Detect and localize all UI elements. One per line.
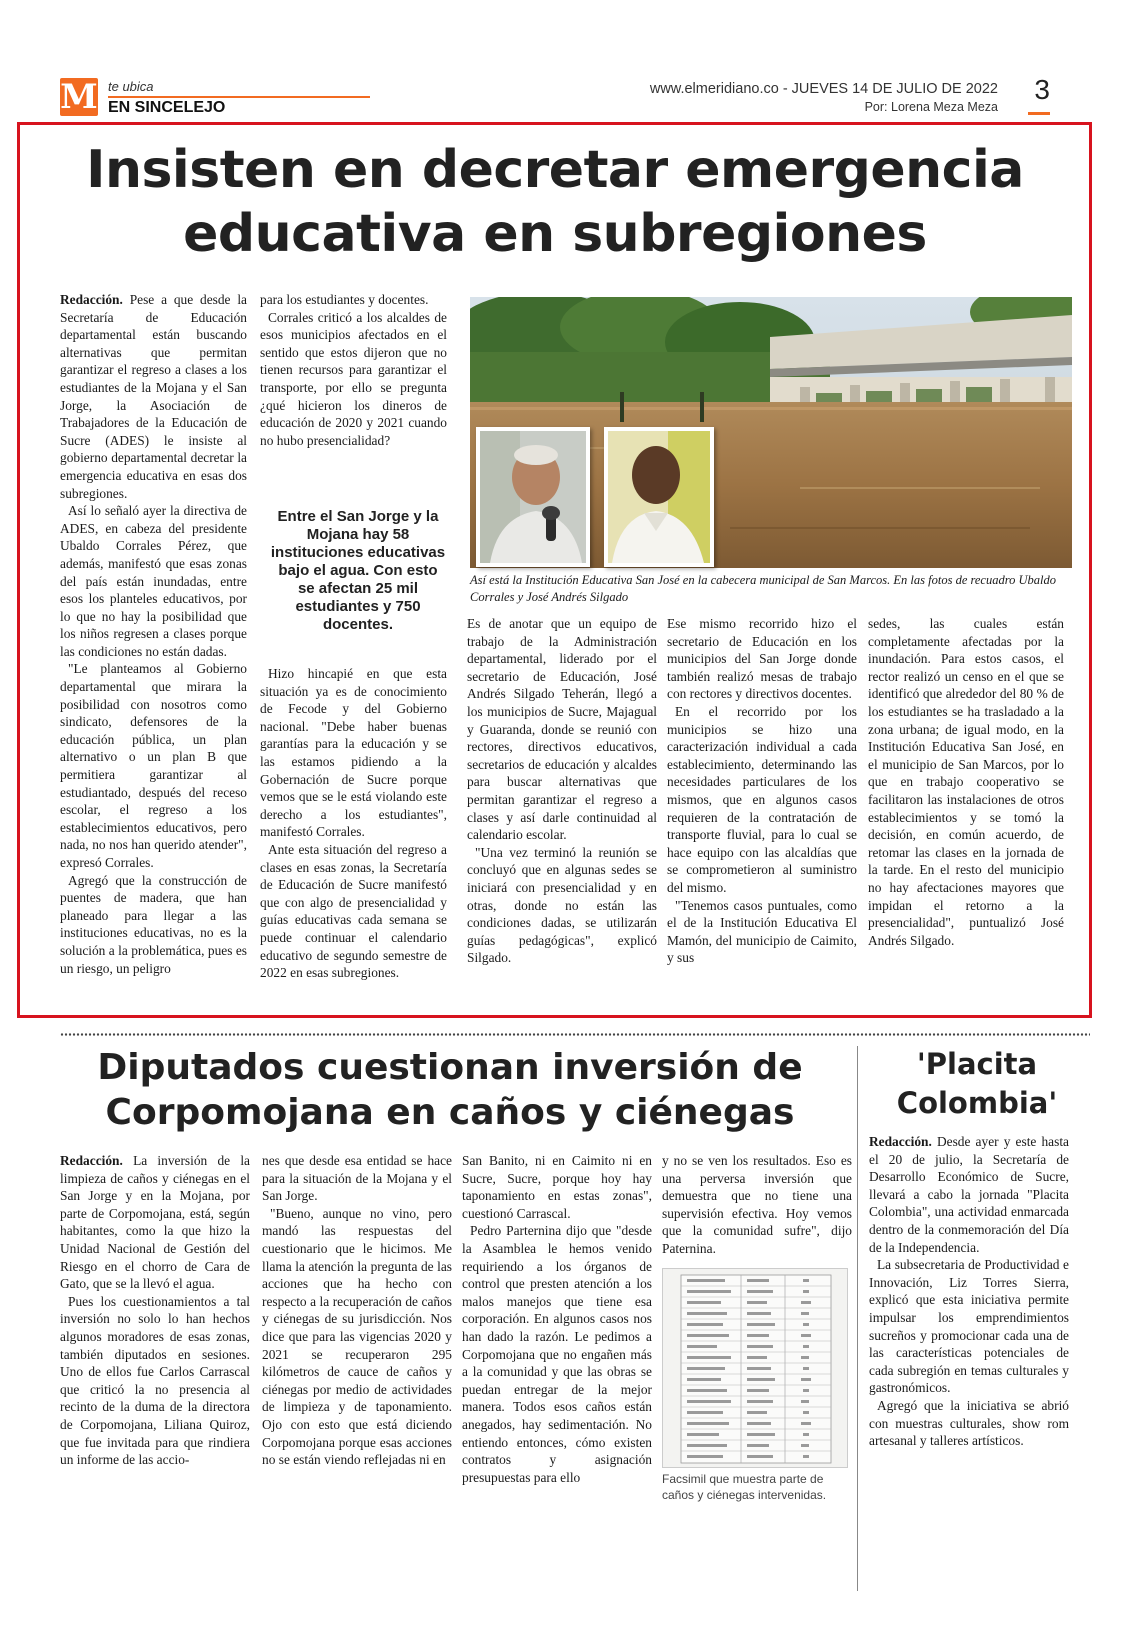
second-headline-line2: Corpomojana en caños y ciénegas bbox=[105, 1092, 795, 1133]
paragraph: Ante esta situación del regreso a clases en esas zonas, la Secretaría de Educación de Sucre manifestó que con algo de presencialidad y guías educativas cada semana se puede continuar el calendario educativo de segundo semestre de 2022 en esas subregiones. bbox=[260, 841, 447, 981]
inset-photo-jose-andres-silgado bbox=[604, 427, 714, 567]
paragraph bbox=[60, 1152, 250, 1293]
pull-quote: Entre el San Jorge y la Mojana hay 58 instituciones educativas bajo el agua. Con esto se afectan 25 mil estudiantes y 750 docentes. bbox=[270, 508, 446, 633]
paragraph: Pues los cuestionamientos a tal inversión no solo lo han hechos algunos moradores de esas zonas, también diputados en sesiones. Uno de ellos fue Carlos Carrascal que criticó la no presencia al recinto de la duma de la directora de Corpomojana, Liliana Quiroz, que fue invitada para que rindiera un informe de las accio- bbox=[60, 1293, 250, 1468]
paragraph: Así lo señaló ayer la directiva de ADES, en cabeza del presidente Ubaldo Corrales Pérez, que además, manifestó que esas zonas del país están inundadas, entre esos los planteles educativos, por lo que no hay la posibilidad que los niños regresen a clases porque las condiciones no están dadas. bbox=[60, 503, 247, 659]
paragraph: Agregó que la iniciativa se abrió con muestras culturales, show rom artesanal y talleres artísticos. bbox=[869, 1397, 1069, 1449]
paragraph: San Banito, ni en Caimito ni en Sucre, Sucre, porque hoy hay taponamiento en estas zonas", cuestionó Carrascal. bbox=[462, 1153, 652, 1221]
paragraph: "Bueno, aunque no vino, pero mandó las respuestas del cuestionario que le hicimos. Me llama la atención la pregunta de las acciones que ha hecho con respecto a la recuperación de caños y ciénegas de su jurisdicción. Nos dice que para las vigencias 2020 y 2021 se recuperaron 295 kilómetros de cauce de caños y ciénegas por medio de actividades de limpieza y de taponamiento. Ojo con esto que está diciendo Corpomojana porque esas acciones no se están viendo reflejadas ni en bbox=[262, 1205, 452, 1468]
newspaper-logo: M bbox=[60, 77, 98, 117]
paragraph: Ese mismo recorrido hizo el secretario de Educación en los municipios del San Jorge donde también realizó mesas de trabajo con rectores y directivos docentes. bbox=[667, 616, 857, 702]
paragraph: Agregó que la construcción de puentes de madera, que han planeado para llegar a las instituciones educativas, no es la solución a la problemática, pues es un riesgo, un peligro bbox=[60, 872, 247, 976]
main-headline bbox=[20, 138, 1090, 266]
facsimile-caption: Facsimil que muestra parte de caños y ciénegas intervenidas. bbox=[662, 1472, 827, 1502]
paragraph: En el recorrido por los municipios se hizo una caracterización individual a cada establecimiento, determinando las necesidades particulares de los mismos, que en algunos casos requieren de la contratación de transporte fluvial, para lo cual se hace equipo con las alcaldías que se comprometieron al suministro del mismo. bbox=[667, 703, 857, 895]
inset-photo-ubaldo-corrales bbox=[476, 427, 590, 567]
portrait-jose-andres-silgado-image bbox=[608, 431, 710, 563]
paragraph: Es de anotar que un equipo de trabajo de la Administración departamental, liderado por el secretario de Educación, José Andrés Silgado Teherán, llegó a los municipios de Sucre, Majagual y Guaranda, donde se reunió con rectores, directivos educativos, secretarios de educación y alcaldes para buscar alternativas que permitan garantizar el regreso a clases y así darle continuidad al calendario escolar. bbox=[467, 616, 657, 843]
section-rule bbox=[108, 96, 370, 98]
paragraph: sedes, las cuales están completamente afectadas por la inundación. Para estos casos, el rector realizó un censo en el que se identificó que alrededor del 80 % de los estudiantes se ha trasladado a la zona urbana; de igual modo, en la Institución Educativa San José, en el municipio de San Marcos, por lo que en trabajo cooperativo se facilitaron las instalaciones de otros establecimientos y se tomó la decisión, en común acuerdo, de retomar las clases en la jornada de la tarde. En el resto del municipio no hay afectaciones mayores que impidan el retorno a la presencialidad", puntualizó José Andrés Silgado. bbox=[868, 616, 1064, 948]
byline: Por: Lorena Meza Meza bbox=[864, 100, 998, 114]
section-divider bbox=[60, 1032, 1090, 1037]
date-line: www.elmeridiano.co - JUEVES 14 DE JULIO DE 2022 bbox=[649, 81, 998, 97]
column-rule bbox=[857, 1046, 858, 1591]
paragraph bbox=[869, 1133, 1069, 1256]
photo-caption: Así está la Institución Educativa San José en la cabecera municipal de San Marcos. En las fotos de recuadro Ubaldo Corrales y José Andrés Silgado bbox=[470, 573, 1057, 604]
page-number: 3 bbox=[1034, 74, 1050, 105]
paragraph-text: Desde ayer y este hasta el 20 de julio, la Secretaría de Desarrollo Económico de Sucre, llevará a cabo la jornada "Placita Colombia", una actividad enmarcada dentro de la conmemoración del Día de la Independencia. bbox=[869, 1134, 1069, 1255]
main-headline-line1: Insisten en decretar emergencia bbox=[86, 140, 1024, 200]
main-article-column-4 bbox=[667, 615, 857, 967]
side-headline bbox=[866, 1045, 1088, 1123]
side-headline-line1: 'Placita bbox=[916, 1047, 1038, 1081]
second-article-column-3 bbox=[462, 1152, 652, 1486]
second-headline bbox=[60, 1045, 840, 1135]
main-article-column-1 bbox=[60, 291, 247, 977]
paragraph: nes que desde esa entidad se hace para la situación de la Mojana y el San Jorge. bbox=[262, 1153, 452, 1204]
paragraph: Pedro Parternina dijo que "desde la Asamblea le hemos venido requiriendo a los órganos de control que presten atención a los malos manejos que tiene esa corporación. En algunos casos nos han dado la razón. Le pedimos a Corpomojana que no engañen más a la comunidad y que las obras se puedan entregar de la mejor manera. Todos esos caños están anegados, hay sedimentación. No entiendo entonces, cómo existen contratos y asignación presupuestas para ello bbox=[462, 1223, 652, 1485]
section-tagline: te ubica bbox=[108, 79, 154, 94]
lead-tag: Redacción. bbox=[60, 1153, 123, 1168]
lead-tag: Redacción. bbox=[869, 1134, 932, 1149]
paragraph: Hizo hincapié en que esta situación ya es de conocimiento de Fecode y del Gobierno nacional. "Debe haber buenas garantías para la educación y se las estamos pidiendo a la Gobernación de Sucre porque vemos que se le está violando este derecho a los estudiantes", manifestó Corrales. bbox=[260, 666, 447, 840]
main-article-column-5 bbox=[868, 615, 1064, 949]
main-article-column-3 bbox=[467, 615, 657, 967]
paragraph-text: Pese a que desde la Secretaría de Educación departamental están buscando alternativas que permitan garantizar el regreso a clases a los estudiantes de la Mojana y el San Jorge, la Asociación de Trabajadores de la Educación de Sucre (ADES) le insiste al gobierno departamental decretar la emergencia educativa en esas dos subregiones. bbox=[60, 292, 247, 501]
second-article-column-2 bbox=[262, 1152, 452, 1469]
paragraph: "Le planteamos al Gobierno departamental que mirara la posibilidad con nosotros como sindicato, defensores de la educación pública, un plan alternativo o un plan B que permitiera garantizar al estudiantado, después del receso escolar, el regreso a los establecimientos educativos, pero nada, no nos han querido atender", expresó Corrales. bbox=[60, 661, 247, 870]
main-headline-line2: educativa en subregiones bbox=[183, 204, 927, 264]
paragraph: La subsecretaria de Productividad e Innovación, Liz Torres Sierra, explicó que esta iniciativa permite impulsar los emprendimientos sucreños y promocionar cada una de las características potenciales de cada subregión en temas culturales y gastronómicos. bbox=[869, 1257, 1069, 1396]
paragraph: "Una vez terminó la reunión se concluyó que en algunas sedes se iniciará con presencialidad y en otras, donde no están las condiciones dadas, se utilizarán guías pedagógicas", explicó Silgado. bbox=[467, 844, 657, 966]
paragraph bbox=[60, 291, 247, 502]
paragraph: y no se ven los resultados. Eso es una perversa inversión que demuestra que no tiene una supervisión efectiva. Hoy vemos que la comunidad sufre", dijo Paternina. bbox=[662, 1153, 852, 1256]
masthead bbox=[60, 74, 1090, 120]
paragraph: "Tenemos casos puntuales, como el de la Institución Educativa El Mamón, del municipio de Caimito, y sus bbox=[667, 897, 857, 966]
facsimile-document-image bbox=[662, 1268, 848, 1468]
paragraph: Corrales criticó a los alcaldes de esos municipios afectados en el sentido que estos dijeron que no tienen recursos para garantizar el transporte, por ello se pregunta ¿qué hicieron los dineros de educación de 2020 y 2021 cuando no hubo presencialidad? bbox=[260, 309, 447, 448]
side-article-column bbox=[869, 1133, 1069, 1450]
portrait-ubaldo-corrales-image bbox=[480, 431, 586, 563]
second-headline-line1: Diputados cuestionan inversión de bbox=[97, 1047, 803, 1088]
main-article-column-2a bbox=[260, 291, 447, 449]
side-headline-line2: Colombia' bbox=[896, 1086, 1058, 1120]
paragraph: para los estudiantes y docentes. bbox=[260, 292, 429, 307]
second-article-column-4 bbox=[662, 1152, 852, 1258]
page-number-rule bbox=[1028, 112, 1050, 115]
facsimile-table-image bbox=[663, 1269, 847, 1467]
second-article-column-1 bbox=[60, 1152, 250, 1469]
lead-tag: Redacción. bbox=[60, 292, 123, 307]
section-name: EN SINCELEJO bbox=[108, 99, 226, 116]
paragraph-text: La inversión de la limpieza de caños y ciénegas en el San Jorge y en la Mojana, por parte de Corpomojana, está, según habitantes, como la que hizo la Unidad Nacional de Gestión del Riesgo en el chorro de Cara de Gato, que se la llevó el agua. bbox=[60, 1153, 250, 1292]
main-article-column-2b bbox=[260, 665, 447, 982]
